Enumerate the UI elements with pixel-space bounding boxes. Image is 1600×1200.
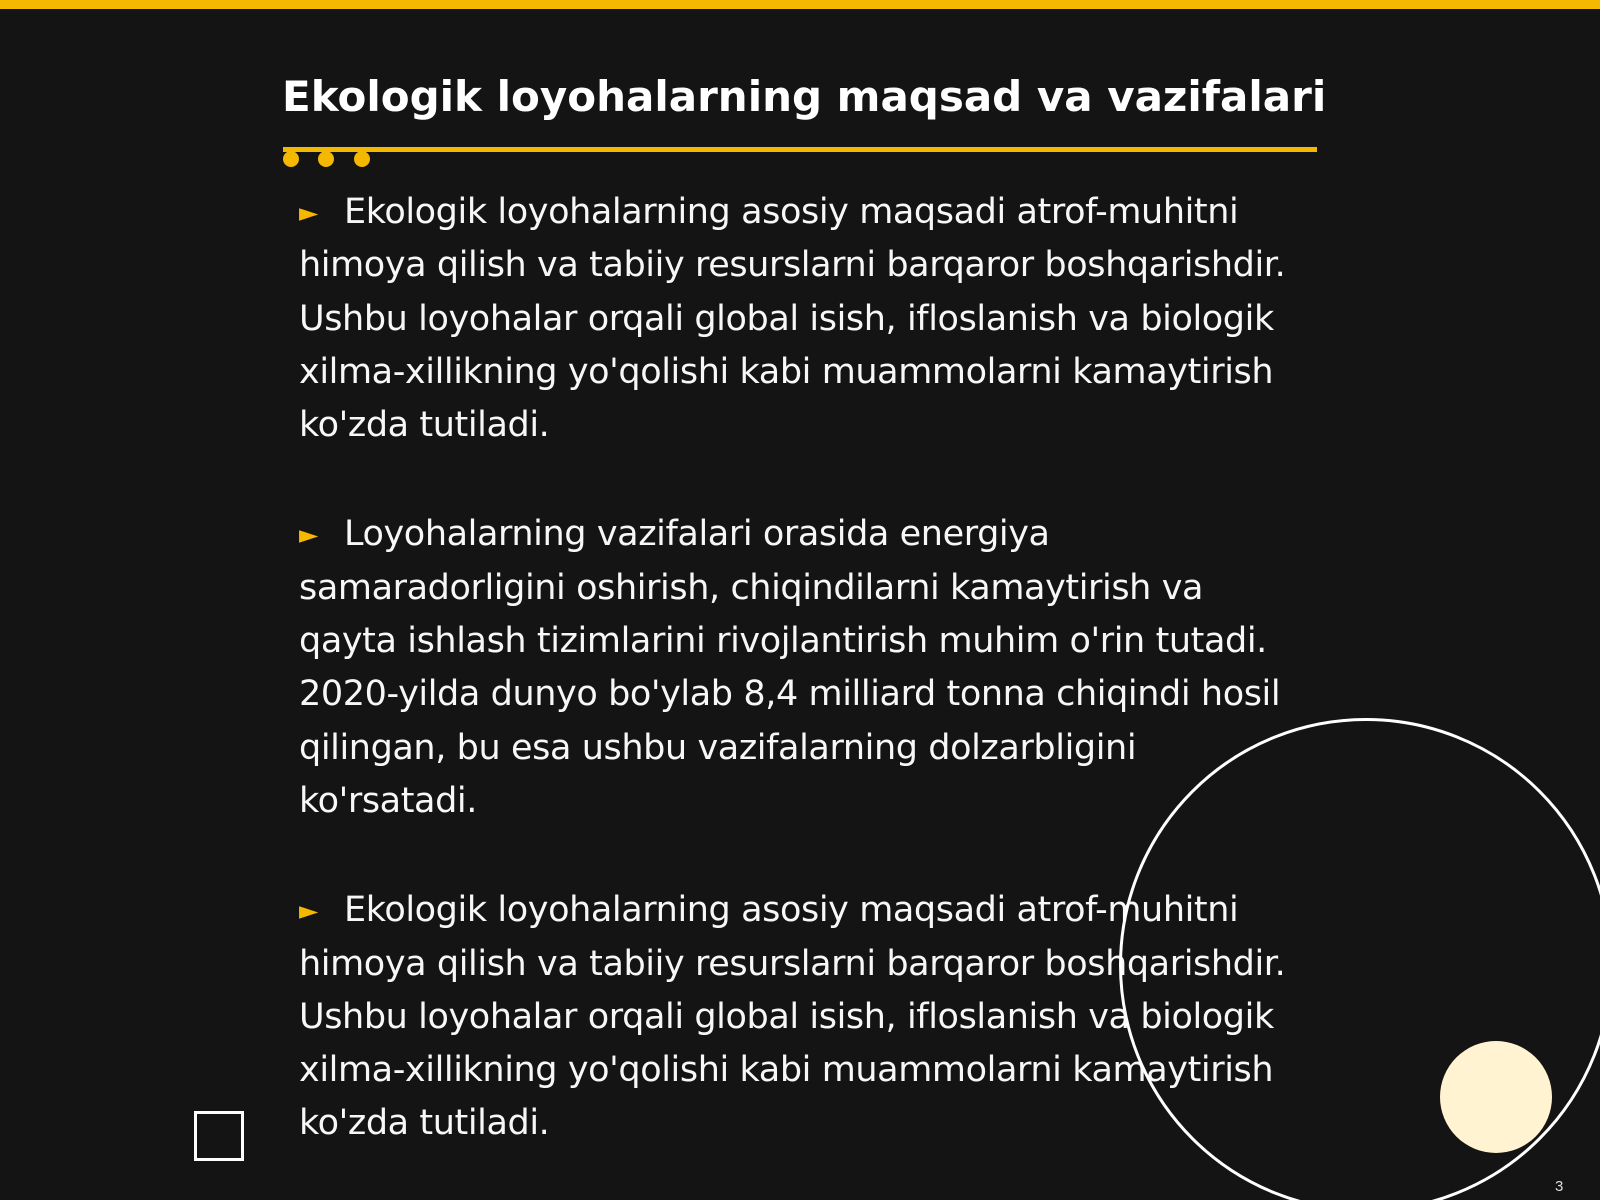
decorative-dot (318, 151, 334, 167)
decorative-dot (283, 151, 299, 167)
bullet-arrow-icon: ► (299, 520, 318, 550)
slide-title: Ekologik loyohalarning maqsad va vazifalari (282, 72, 1327, 121)
bullet-paragraph-2 (299, 508, 1289, 828)
paragraph-text: Ekologik loyohalarning asosiy maqsadi atrof-muhitni himoya qilish va tabiiy resurslarni barqaror boshqarishdir. Ushbu loyohalar orqali global isish, ifloslanish va biologik xilma-xillikning yo'qolishi kabi muammolarni kamaytirish ko'zda tutiladi. (299, 192, 1286, 446)
page-number: 3 (1555, 1178, 1564, 1195)
paragraph-text: Loyohalarning vazifalari orasida energiya samaradorligini oshirish, chiqindilarni kamaytirish va qayta ishlash tizimlarini rivojlantirish muhim o'rin tutadi. 2020-yilda dunyo bo'ylab 8,4 milliard tonna chiqindi hosil qilingan, bu esa ushbu vazifalarning dolzarbligini ko'rsatadi. (299, 514, 1281, 821)
title-underline (283, 147, 1317, 152)
bullet-paragraph-1 (299, 186, 1289, 452)
decorative-moon-circle (1440, 1041, 1552, 1153)
decorative-dot (354, 151, 370, 167)
bullet-arrow-icon: ► (299, 198, 318, 227)
bullet-arrow-icon: ► (299, 896, 318, 926)
paragraph-text: Ekologik loyohalarning asosiy maqsadi atrof-muhitni himoya qilish va tabiiy resurslarni barqaror boshqarishdir. Ushbu loyohalar orqali global isish, ifloslanish va biologik xilma-xillikning yo'qolishi kabi muammolarni kamaytirish ko'zda tutiladi. (299, 890, 1286, 1144)
decorative-square (194, 1111, 244, 1161)
top-accent-bar (0, 0, 1600, 9)
